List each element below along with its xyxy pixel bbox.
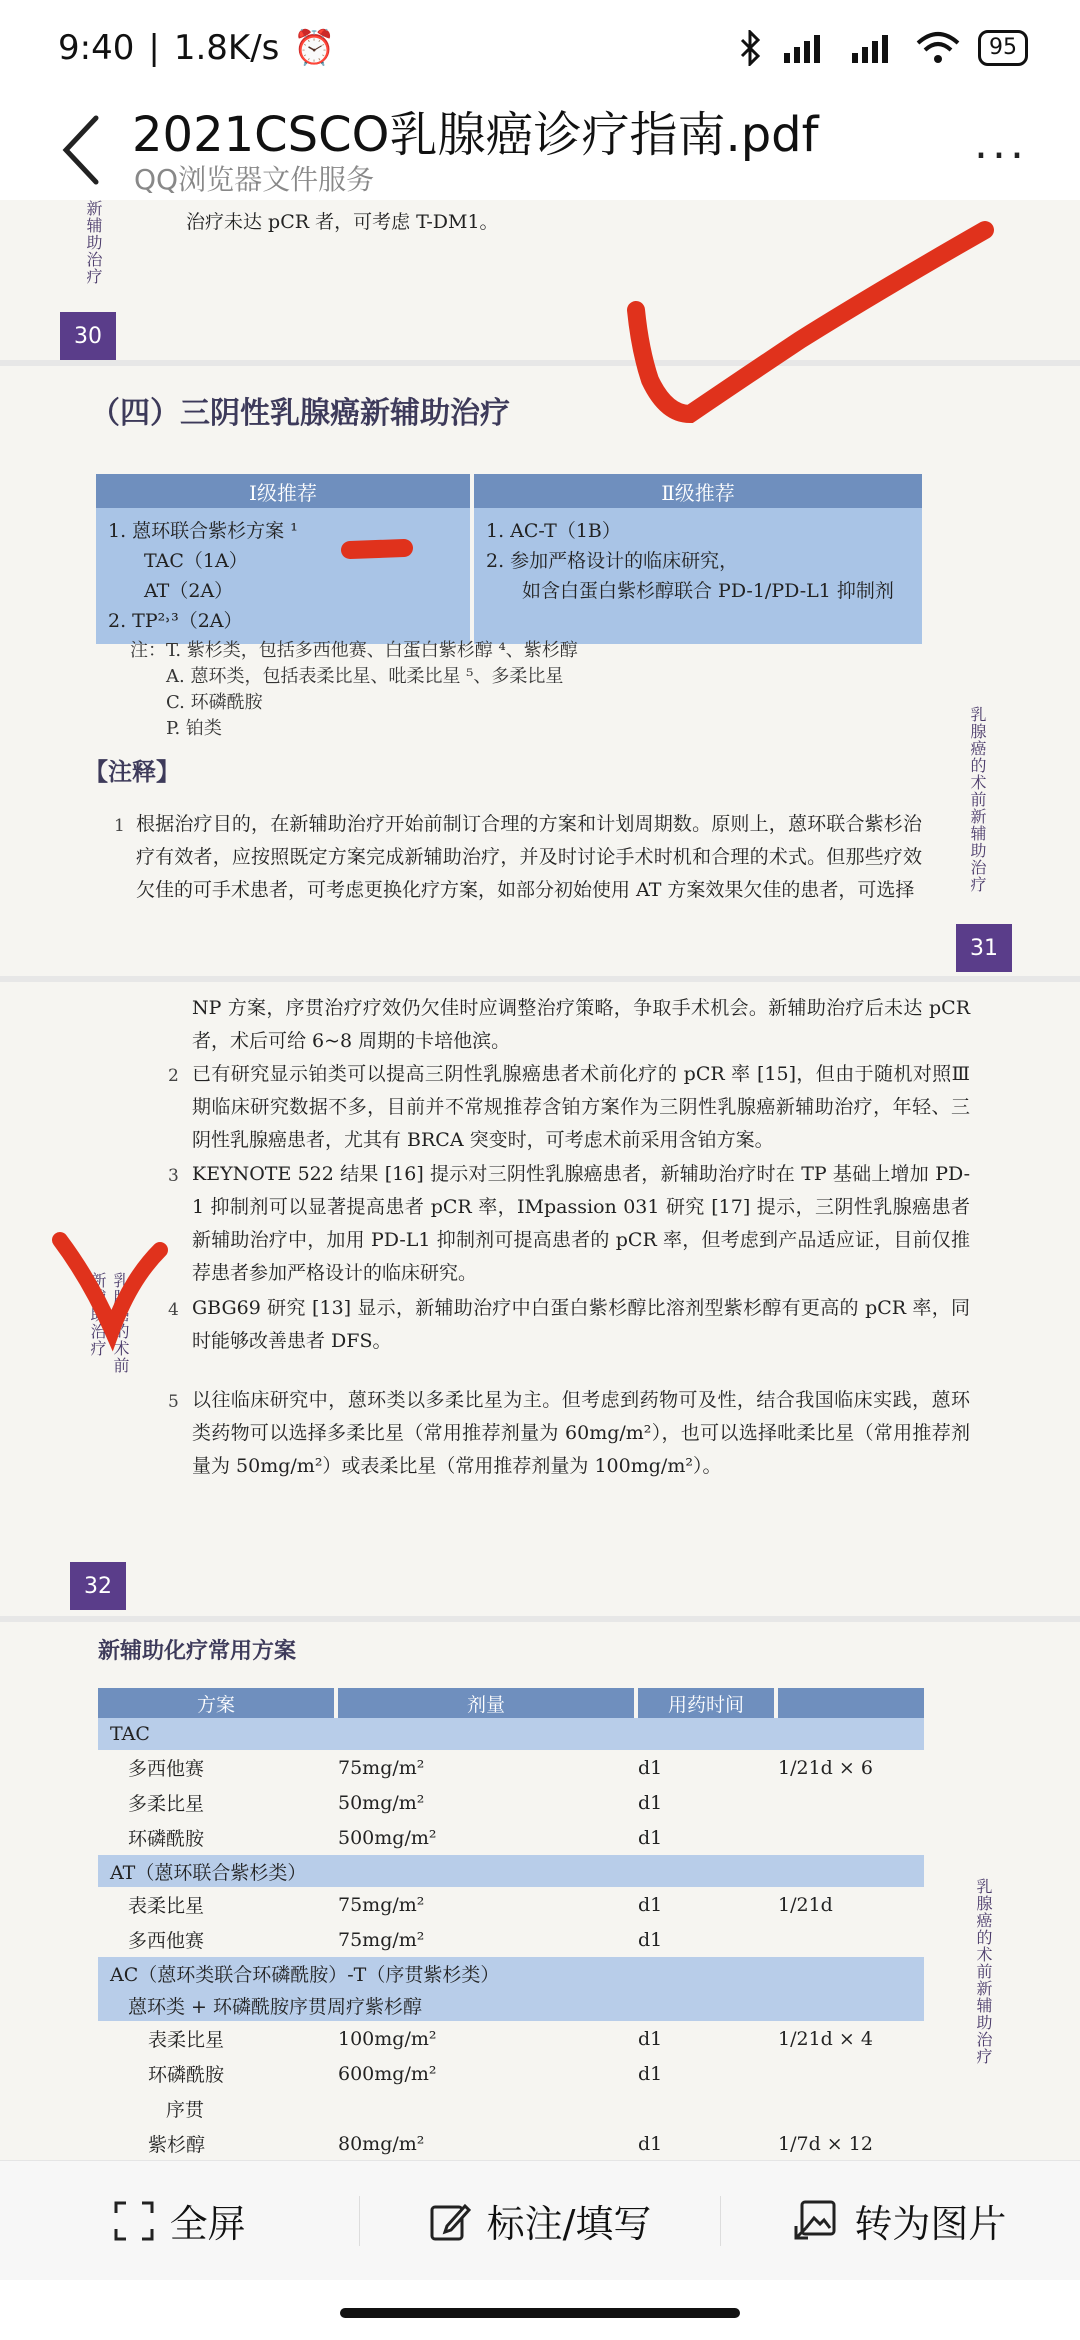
status-bar: 9:40 | 1.8K/s ⏰ 95 [0, 0, 1080, 96]
table-row: 多柔比星 50mg/m² d1 [128, 1791, 663, 1815]
convert-to-image-button[interactable] [721, 2193, 1080, 2248]
note-paragraph: KEYNOTE 522 结果 [16] 提示对三阴性乳腺癌患者，新辅助治疗时在 TP 基础上增加 PD-1 抑制剂可以显著提高患者 pCR 率，IMpassion 031 研究 [17] 提示，三阴性乳腺癌患者新辅助治疗中，加用 PD-L1 抑制剂可提高患者的 pCR 率，但考虑到产品适应证，目前仅推荐患者参加严格设计的临床研究。 [192, 1163, 970, 1284]
table-header-level2: Ⅱ级推荐 [472, 474, 922, 508]
red-checkmark-large [636, 230, 985, 414]
document-title: 2021CSCO乳腺癌诊疗指南.pdf [132, 107, 819, 163]
red-dash-mark [350, 548, 404, 550]
regimen-group: TAC [98, 1718, 924, 1750]
annotate-button[interactable] [360, 2193, 719, 2248]
table-row: 表柔比星 75mg/m² d1 1/21d [128, 1893, 833, 1917]
note-number: 1 [114, 816, 125, 836]
bottom-toolbar [0, 2160, 1080, 2280]
table-header-level1: Ⅰ级推荐 [96, 474, 472, 508]
fullscreen-icon [114, 2201, 154, 2241]
title-bar [0, 96, 1080, 200]
alarm-icon: ⏰ [293, 28, 336, 68]
back-arrow-icon[interactable] [54, 110, 114, 190]
home-indicator[interactable] [340, 2308, 740, 2318]
note-paragraph: 根据治疗目的，在新辅助治疗开始前制订合理的方案和计划周期数。原则上，蒽环联合紫杉治疗有效者，应按照既定方案完成新辅助治疗，并及时讨论手术时机和合理的术式。但那些疗效欠佳的可手术患者，可考虑更换化疗方案，如部分初始使用 AT 方案效果欠佳的患者，可选择 [136, 813, 922, 901]
table-row: 环磷酰胺 600mg/m² d1 [148, 2062, 663, 2086]
clock: 9:40 [58, 28, 135, 68]
image-convert-icon [794, 2200, 838, 2242]
page-number: 30 [60, 312, 116, 360]
regimen-subgroup: 蒽环类 + 环磷酰胺序贯周疗紫杉醇 [98, 1989, 924, 2021]
edit-icon [429, 2200, 471, 2242]
table-row: 紫杉醇 80mg/m² d1 1/7d × 12 [148, 2132, 873, 2156]
regimen-group: AT（蒽环联合紫杉类） [98, 1855, 924, 1887]
table-row: 序贯 [166, 2099, 205, 2121]
signal-icon [780, 31, 830, 65]
notes-heading: 【注释】 [84, 758, 180, 786]
network-speed: 1.8K/s [173, 28, 280, 68]
fullscreen-label: 全屏 [169, 2202, 246, 2246]
pen-annotations [0, 200, 1080, 2160]
annotate-label: 标注/填写 [486, 2202, 652, 2246]
page-text: 治疗未达 pCR 者，可考虑 T-DM1。 [186, 211, 499, 233]
signal-icon-2 [848, 31, 898, 65]
table-notes: 注：T. 紫杉类，包括多西他赛、白蛋白紫杉醇 ⁴、紫杉醇 A. 蒽环类，包括表柔比星、吡柔比星 ⁵、多柔比星 C. 环磷酰胺 P. 铂类 [130, 640, 578, 739]
note-paragraph: 以往临床研究中，蒽环类以多柔比星为主。但考虑到药物可及性，结合我国临床实践，蒽环类药物可以选择多柔比星（常用推荐剂量为 60mg/m²），也可以选择吡柔比星（常用推荐剂量为 50mg/m²）或表柔比星（常用推荐剂量为 100mg/m²）。 [192, 1389, 970, 1477]
section-title: （四）三阴性乳腺癌新辅助治疗 [90, 396, 510, 431]
table-row: 环磷酰胺 500mg/m² d1 [128, 1826, 663, 1850]
column-header: 用药时间 [638, 1688, 778, 1718]
level2-cell: 1. AC-T（1B） 2. 参加严格设计的临床研究， 如含白蛋白紫杉醇联合 PD-1/PD-L1 抑制剂 [472, 508, 922, 644]
page-side-label: 乳腺癌的术前新辅助治疗 [88, 1272, 130, 1374]
table-row: 多西他赛 75mg/m² d1 1/21d × 6 [128, 1756, 873, 1780]
page-side-label: 乳腺癌的术前新辅助治疗 [974, 1878, 993, 2065]
red-checkmark-small [60, 1240, 160, 1330]
more-options-icon[interactable]: ... [974, 118, 1028, 169]
note-paragraph: NP 方案，序贯治疗疗效仍欠佳时应调整治疗策略，争取手术机会。新辅助治疗后未达 pCR 者，术后可给 6~8 周期的卡培他滨。 [192, 997, 970, 1052]
table-title: 新辅助化疗常用方案 [98, 1639, 297, 1664]
level1-cell: 1. 蒽环联合紫杉方案 ¹ TAC（1A） AT（2A） 2. TP²˒³（2A） [96, 508, 472, 644]
wifi-icon [916, 31, 960, 65]
pdf-viewer[interactable] [0, 200, 1080, 2160]
page-side-label: 新辅助治疗 [84, 200, 103, 285]
pdf-page-32-bottom: 5 以往临床研究中，蒽环类以多柔比星为主。但考虑到药物可及性，结合我国临床实践，蒽环类药物可以选择多柔比星（常用推荐剂量为 60mg/m²），也可以选择吡柔比星（常用推荐剂量为 50mg/m²）或表柔比星（常用推荐剂量为 100mg/m²）。 32 [0, 1386, 1080, 1616]
pdf-page-32: NP 方案，序贯治疗疗效仍欠佳时应调整治疗策略，争取手术机会。新辅助治疗后未达 pCR 者，术后可给 6~8 周期的卡培他滨。 2 已有研究显示铂类可以提高三阴性乳腺癌患者术前化疗的 pCR 率 [15]，但由于随机对照Ⅲ期临床研究数据不多，目前并不常规推荐含铂方案作为三阴性乳腺癌新辅助治疗，年轻、三阴性乳腺癌患者，尤其有 BRCA 突变时，可考虑术前采用含铂方案。 3 KEYNOTE 522 结果 [16] 提示对三阴性乳腺癌患者，新辅助治疗时在 TP 基础上增加 PD-1 抑制剂可以显著提高患者 pCR 率，IMpassion 031 研究 [17] 提示，三阴性乳腺癌患者新辅助治疗中，加用 PD-L1 抑制剂可提高患者的 pCR 率，但考虑到产品适应证，目前仅推荐患者参加严格设计的临床研究。 4 GBG69 研究 [13] 显示，新辅助治疗中白蛋白紫杉醇比溶剂型紫杉醇有更高的 pCR 率，同时能够改善患者 DFS。 乳腺癌的术前新辅助治疗 [0, 982, 1080, 1386]
table-row: 多西他赛 75mg/m² d1 [128, 1928, 663, 1952]
note-paragraph: GBG69 研究 [13] 显示，新辅助治疗中白蛋白紫杉醇比溶剂型紫杉醇有更高的 pCR 率，同时能够改善患者 DFS。 [192, 1297, 970, 1352]
column-header: 剂量 [338, 1688, 638, 1718]
note-paragraph: 已有研究显示铂类可以提高三阴性乳腺癌患者术前化疗的 pCR 率 [15]，但由于随机对照Ⅲ期临床研究数据不多，目前并不常规推荐含铂方案作为三阴性乳腺癌新辅助治疗，年轻、三阴性乳腺癌患者，尤其有 BRCA 突变时，可考虑术前采用含铂方案。 [192, 1063, 970, 1151]
battery-icon: 95 [978, 30, 1028, 66]
page-number: 32 [70, 1562, 126, 1610]
page-side-label: 乳腺癌的术前新辅助治疗 [968, 706, 987, 893]
page-number: 31 [956, 924, 1012, 972]
document-source: QQ浏览器文件服务 [134, 163, 375, 196]
convert-label: 转为图片 [854, 2202, 1007, 2246]
regimen-group: AC（蒽环类联合环磷酰胺）-T（序贯紫杉类） [98, 1957, 924, 1989]
fullscreen-button[interactable] [0, 2193, 359, 2248]
table-row: 表柔比星 100mg/m² d1 1/21d × 4 [148, 2027, 873, 2051]
bluetooth-icon [740, 30, 762, 66]
column-header: 方案 [98, 1688, 338, 1718]
